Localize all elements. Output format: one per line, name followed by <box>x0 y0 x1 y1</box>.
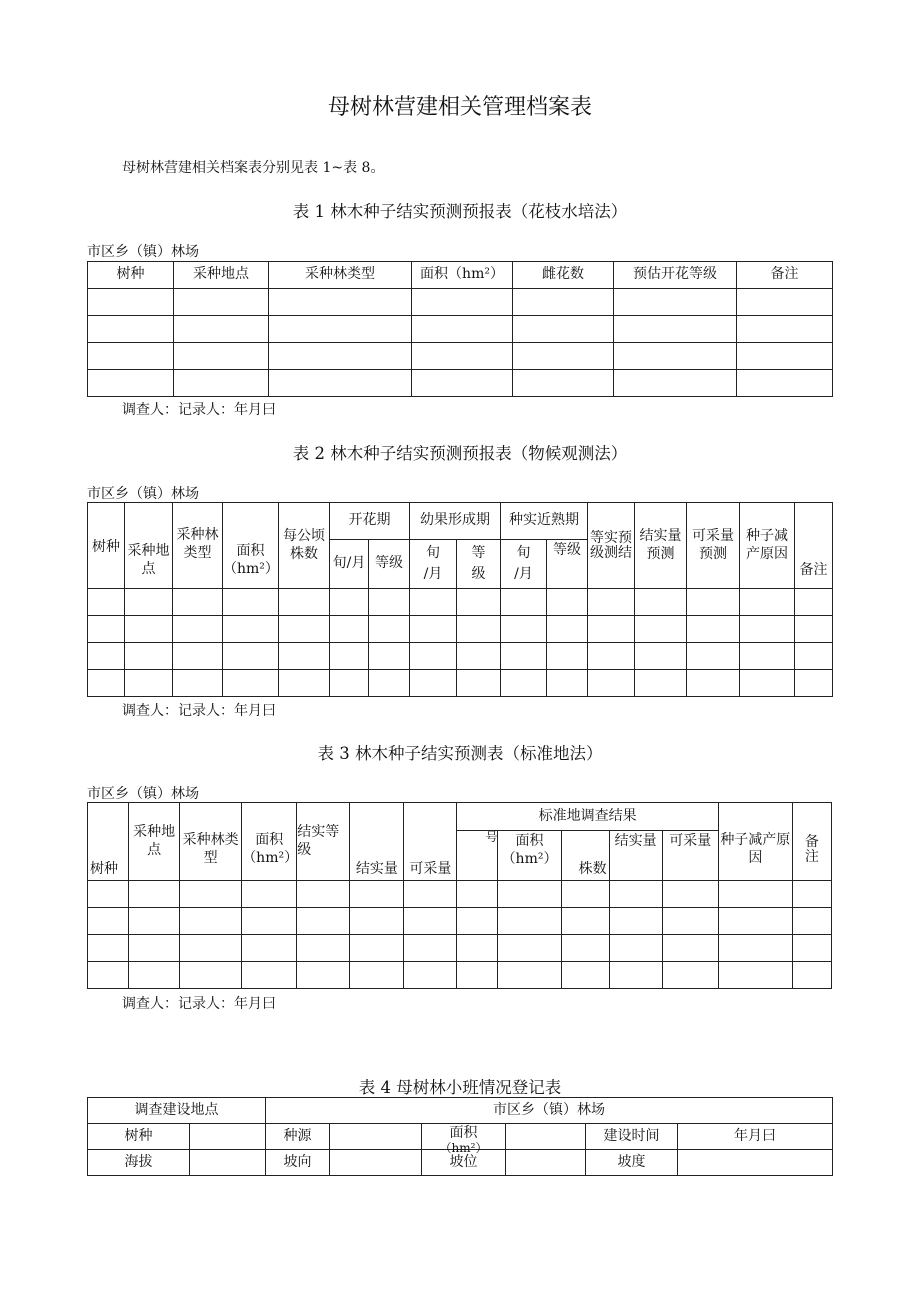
table4-area-text: 面积 <box>449 1125 478 1142</box>
table2-caption: 表 2 林木种子结实预测预报表（物候观测法） <box>292 444 628 463</box>
table-row <box>88 343 833 370</box>
table1-caption: 表 1 林木种子结实预测预报表（花枝水培法） <box>292 202 628 221</box>
table4-position-value <box>506 1150 586 1176</box>
table3-header-yield: 结实量 <box>350 803 404 881</box>
table1-header-site: 采种地点 <box>174 262 269 289</box>
table-row <box>88 935 832 962</box>
table4-aspect-value <box>330 1150 422 1176</box>
table4-area-label <box>422 1124 506 1155</box>
table1-header-forest-type: 采种林类型 <box>269 262 412 289</box>
table2-location-line: 市区乡（镇）林场 <box>87 486 199 502</box>
table2-header-flowering-grade: 等级 <box>369 540 410 589</box>
table2 <box>87 502 833 697</box>
table3-header-species: 树种 <box>88 803 129 881</box>
table4-site-value: 市区乡（镇）林场 <box>266 1098 833 1124</box>
table3-caption: 表 3 林木种子结实预测表（标准地法） <box>317 744 603 763</box>
table4-build-time-value: 年月曰 <box>678 1124 833 1150</box>
table1-signature: 调查人：记录人：年月曰 <box>122 402 276 418</box>
table2-header-fruit-formation: 幼果形成期 <box>410 503 501 540</box>
table2-header-ripening-grade: 等级 <box>547 540 588 589</box>
table2-header-yield: 结实量预测 <box>635 503 687 589</box>
table4-site-label: 调查建设地点 <box>88 1098 266 1124</box>
table2-header-per-ha: 每公顷株数 <box>279 503 330 589</box>
table4-slope-label: 坡度 <box>586 1150 678 1176</box>
table-row <box>88 370 833 397</box>
table3-header-plot-harvest: 可采量 <box>662 831 718 881</box>
table2-header-area: 面积（hm²） <box>223 503 279 589</box>
table-row <box>88 908 832 935</box>
table3-header-remarks-text: 备注 <box>804 833 819 865</box>
table2-header-harvest: 可采量预测 <box>687 503 740 589</box>
table3-header-area: 面积（hm²） <box>242 803 297 881</box>
table3-header-forest-type: 采种林类型 <box>180 803 242 881</box>
table3-header-harvest: 可采量 <box>404 803 457 881</box>
table-row <box>88 616 833 643</box>
table3-header-site: 采种地点 <box>129 803 180 881</box>
table2-header-grade: 等实预级测结 <box>588 503 635 589</box>
table2-header-site: 采种地点 <box>125 503 173 589</box>
table-row <box>88 316 833 343</box>
table3-header-plot-group: 标准地调查结果 <box>457 803 718 831</box>
table2-header-forest-type: 采种林类型 <box>173 503 223 589</box>
table4-aspect-label: 坡向 <box>266 1150 330 1176</box>
table-row <box>88 589 833 616</box>
table3-header-remarks <box>792 803 831 881</box>
table4-altitude-label: 海拔 <box>88 1150 190 1176</box>
table4-area-value <box>506 1124 586 1150</box>
table4-species-label: 树种 <box>88 1124 190 1150</box>
table2-header-fruit-xun-month <box>410 540 457 589</box>
table2-header-flowering: 开花期 <box>330 503 410 540</box>
table2-header-reduction: 种子减产原因 <box>740 503 795 589</box>
table1-header-area: 面积（hm²） <box>412 262 513 289</box>
table4-altitude-value <box>190 1150 266 1176</box>
table1-header-remarks: 备注 <box>737 262 833 289</box>
table3-header-plot-yield: 结实量 <box>609 831 662 881</box>
table2-header-ripening-xun: 旬 <box>516 545 531 561</box>
table2-header-fruit-grade <box>457 540 501 589</box>
table4-area-unit: （hm²） <box>439 1140 488 1155</box>
table2-header-ripening: 种实近熟期 <box>501 503 588 540</box>
table2-header-species: 树种 <box>88 503 125 589</box>
table2-header-ripening-xun-month <box>501 540 547 589</box>
table4-origin-value <box>330 1124 422 1150</box>
table4-slope-value <box>678 1150 833 1176</box>
table3-header-plot-no: 号 <box>457 831 498 881</box>
table3-location-line: 市区乡（镇）林场 <box>87 786 199 802</box>
table3-header-plot-trees: 株数 <box>561 831 609 881</box>
table3 <box>87 802 832 989</box>
table2-signature: 调查人：记录人：年月曰 <box>122 703 276 719</box>
table-row <box>88 881 832 908</box>
table-row <box>88 643 833 670</box>
table2-header-remarks: 备注 <box>795 503 833 589</box>
document-title: 母树林营建相关管理档案表 <box>327 95 592 120</box>
table2-header-fruit-deng: 等 <box>471 545 486 561</box>
table1 <box>87 261 833 397</box>
intro-text: 母树林营建相关档案表分别见表 1~表 8。 <box>122 160 385 176</box>
table3-signature: 调查人：记录人：年月曰 <box>122 996 276 1012</box>
table2-header-flowering-xun-month: 旬/月 <box>330 540 369 589</box>
table4-species-value <box>190 1124 266 1150</box>
table4-caption: 表 4 母树林小班情况登记表 <box>358 1078 562 1097</box>
table4-origin-label: 种源 <box>266 1124 330 1150</box>
table-row <box>88 962 832 989</box>
table3-header-reduction: 种子减产原因 <box>718 803 792 881</box>
table2-header-fruit-month: /月 <box>423 566 443 582</box>
table4 <box>87 1097 833 1176</box>
table-row <box>88 289 833 316</box>
table4-position-label: 坡位 <box>422 1150 506 1176</box>
table4-build-time-label: 建设时间 <box>586 1124 678 1150</box>
table1-header-flower-grade: 预估开花等级 <box>614 262 737 289</box>
table1-header-species: 树种 <box>88 262 174 289</box>
table2-header-fruit-ji: 级 <box>471 566 486 582</box>
table-row <box>88 670 833 697</box>
table3-header-grade: 结实等级 <box>297 803 350 881</box>
table1-header-female-flowers: 雌花数 <box>513 262 614 289</box>
table3-header-plot-area: 面积（hm²） <box>498 831 561 881</box>
table2-header-fruit-xun: 旬 <box>426 545 440 561</box>
table2-header-ripening-month: /月 <box>514 566 533 582</box>
table1-location-line: 市区乡（镇）林场 <box>87 244 199 260</box>
